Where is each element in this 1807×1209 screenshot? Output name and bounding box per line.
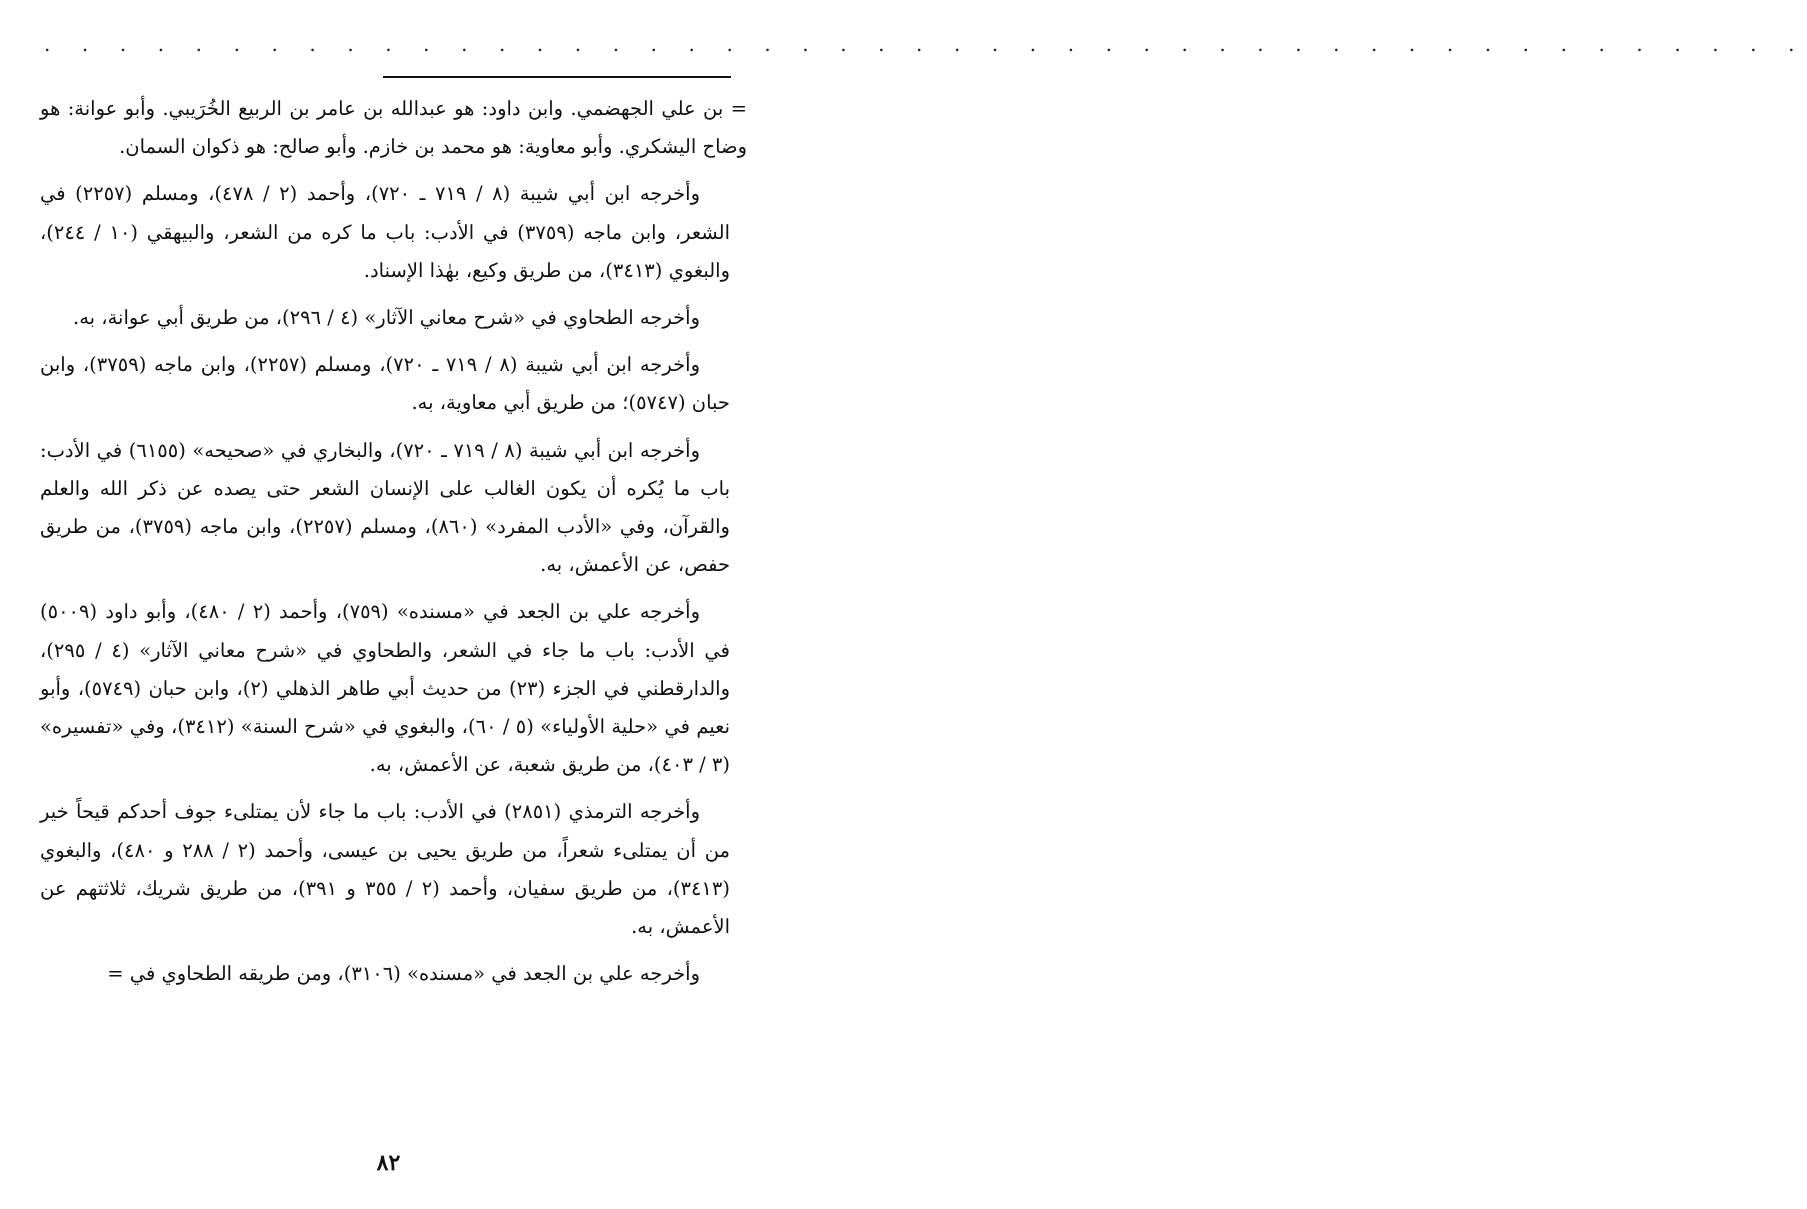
footnote-separator-rule	[383, 76, 731, 78]
paragraph: وأخرجه ابن أبي شيبة (٨ / ٧١٩ ـ ٧٢٠)، وأحمد (٢ / ٤٧٨)، ومسلم (٢٢٥٧) في الشعر، وابن ماجه (٣٧٥٩) في الأدب: باب ما كره من الشعر، والبيهقي (١٠ / ٢٤٤)، والبغوي (٣٤١٣)، من طريق وكيع، بهٰذا الإسناد.	[40, 182, 730, 282]
page-number: ٨٢	[376, 1150, 401, 1176]
footnotes-body	[40, 90, 747, 1002]
paragraph: وأخرجه الطحاوي في «شرح معاني الآثار» (٤ / ٢٩٦)، من طريق أبي عوانة، به.	[73, 306, 700, 330]
paragraph-continued: وأخرجه علي بن الجعد في «مسنده» (٣١٠٦)، ومن طريقه الطحاوي في =	[107, 962, 700, 986]
paragraph: وأخرجه ابن أبي شيبة (٨ / ٧١٩ ـ ٧٢٠)، والبخاري في «صحيحه» (٦١٥٥) في الأدب: باب ما يُكره أن يكون الغالب على الإنسان الشعر حتى يصده عن ذكر الله والعلم والقرآن، وفي «الأدب المفرد» (٨٦٠)، ومسلم (٢٢٥٧)، وابن ماجه (٣٧٥٩)، من طريق حفص، عن الأعمش، به.	[40, 438, 730, 577]
paragraph: وأخرجه ابن أبي شيبة (٨ / ٧١٩ ـ ٧٢٠)، ومسلم (٢٢٥٧)، وابن ماجه (٣٧٥٩)، وابن حبان (٥٧٤٧)؛ من طريق أبي معاوية، به.	[40, 353, 730, 415]
paragraph: وأخرجه علي بن الجعد في «مسنده» (٧٥٩)، وأحمد (٢ / ٤٨٠)، وأبو داود (٥٠٠٩) في الأدب: باب ما جاء في الشعر، والطحاوي في «شرح معاني الآثار» (٤ / ٢٩٥)، والدارقطني في الجزء (٢٣) من حديث أبي طاهر الذهلي (٢)، وابن حبان (٥٧٤٩)، وأبو نعيم في «حلية الأولياء» (٥ / ٦٠)، والبغوي في «شرح السنة» (٣٤١٢)، وفي «تفسيره» (٣ / ٤٠٣)، من طريق شعبة، عن الأعمش، به.	[40, 600, 731, 777]
paragraph-continuation: = بن علي الجهضمي. وابن داود: هو عبدالله بن عامر بن الربيع الخُرَيبي. وأبو عوانة: هو وضاح اليشكري. وأبو معاوية: هو محمد بن خازم. وأبو صالح: هو ذكوان السمان.	[40, 97, 747, 159]
header-dot-leader: . . . . . . . . . . . . . . . . . . . . . . . . . . . . . . . . . . . . . . . . . . . . . . .	[44, 32, 1807, 56]
paragraph: وأخرجه الترمذي (٢٨٥١) في الأدب: باب ما جاء لأن يمتلىء جوف أحدكم قيحاً خير من أن يمتلىء شعراً، من طريق يحيى بن عيسى، وأحمد (٢ / ٢٨٨ و ٤٨٠)، والبغوي (٣٤١٣)، من طريق سفيان، وأحمد (٢ / ٣٥٥ و ٣٩١)، من طريق شريك، ثلاثتهم عن الأعمش، به.	[40, 800, 731, 939]
